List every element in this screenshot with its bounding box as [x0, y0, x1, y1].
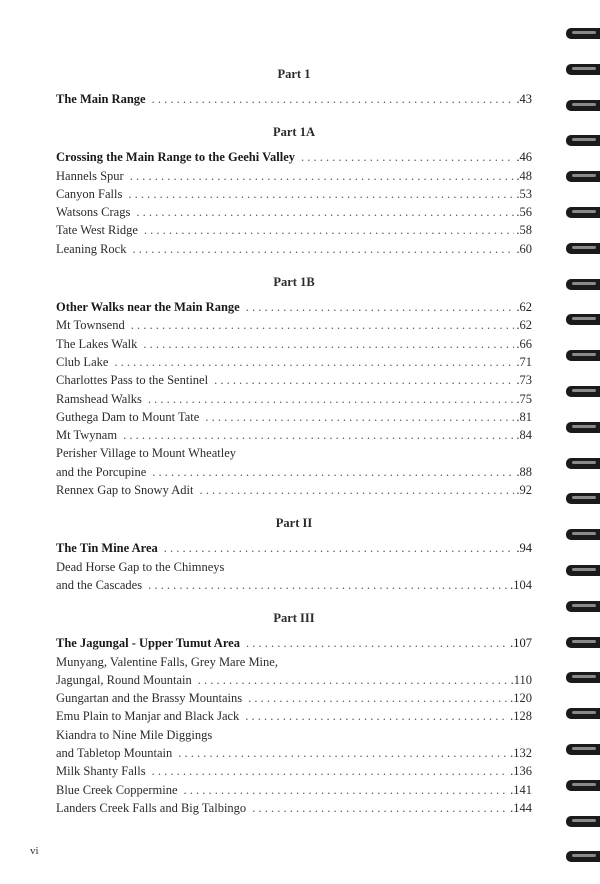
binding-coil [566, 565, 600, 576]
entry-title: The Tin Mine Area [56, 541, 158, 556]
binding-coil [566, 100, 600, 111]
entry-title: and the Porcupine [56, 464, 147, 479]
toc-entry [56, 707, 532, 725]
entry-page-number: .144 [510, 800, 532, 815]
entry-page-number: .48 [516, 168, 532, 183]
entry-title: Blue Creek Coppermine [56, 782, 178, 797]
dot-leader [301, 148, 514, 166]
toc-main-entry [56, 90, 532, 108]
part-heading: Part II [275, 516, 313, 531]
entry-page-number: .60 [516, 241, 532, 256]
entry-page-number: .128 [510, 709, 532, 724]
entry-page-number: .75 [516, 391, 532, 406]
dot-leader [143, 335, 514, 353]
entry-title: Rennex Gap to Snowy Adit [56, 483, 194, 498]
toc-entry [56, 240, 532, 258]
entry-title: Guthega Dam to Mount Tate [56, 409, 200, 424]
dot-leader [184, 781, 509, 799]
toc-entry [56, 481, 532, 499]
toc-entry [56, 799, 532, 817]
toc-entry [56, 689, 532, 707]
entry-title: Landers Creek Falls and Big Talbingo [56, 800, 247, 815]
toc-entry [56, 558, 532, 576]
entry-page-number: .62 [516, 318, 532, 333]
entry-title: Tate West Ridge [56, 223, 138, 238]
binding-coil [566, 422, 600, 433]
table-of-contents [56, 64, 532, 817]
toc-main-entry [56, 539, 532, 557]
toc-main-entry [56, 634, 532, 652]
toc-entry [56, 762, 532, 780]
entry-page-number: .84 [516, 428, 532, 443]
dot-leader [152, 90, 515, 108]
dot-leader [246, 298, 515, 316]
entry-page-number: .43 [516, 92, 532, 106]
binding-coil [566, 780, 600, 791]
entry-title: Club Lake [56, 354, 109, 369]
binding-coil [566, 28, 600, 39]
binding-coil [566, 851, 600, 862]
entry-page-number: .132 [510, 746, 532, 761]
part-heading: Part 1A [273, 125, 315, 140]
entry-title: and the Cascades [56, 577, 143, 592]
entry-title: Jagungal, Round Mountain [56, 672, 192, 687]
dot-leader [178, 744, 508, 762]
toc-entry [56, 167, 532, 185]
dot-leader [214, 371, 514, 389]
entry-page-number: .71 [516, 354, 532, 369]
dot-leader [128, 185, 514, 203]
entry-page-number: .58 [516, 223, 532, 238]
binding-coil [566, 64, 600, 75]
part-heading: Part III [273, 611, 315, 626]
toc-entry [56, 726, 532, 744]
dot-leader [152, 762, 509, 780]
entry-title: The Main Range [56, 92, 146, 106]
entry-page-number: .136 [510, 764, 532, 779]
dot-leader [252, 799, 508, 817]
entry-page-number: .107 [510, 636, 532, 651]
spiral-binding [564, 0, 600, 884]
entry-title: Other Walks near the Main Range [56, 300, 240, 315]
entry-title: Emu Plain to Manjar and Black Jack [56, 709, 240, 724]
entry-title: The Lakes Walk [56, 336, 138, 351]
dot-leader [148, 390, 514, 408]
entry-title: Milk Shanty Falls [56, 764, 146, 779]
toc-entry [56, 390, 532, 408]
dot-leader [144, 221, 514, 239]
binding-coil [566, 207, 600, 218]
dot-leader [164, 539, 515, 557]
entry-page-number: .141 [510, 782, 532, 797]
binding-coil [566, 529, 600, 540]
entry-page-number: .110 [510, 672, 532, 687]
entry-title: Watsons Crags [56, 205, 131, 220]
dot-leader [246, 634, 508, 652]
dot-leader [200, 481, 515, 499]
entry-title: Mt Townsend [56, 318, 125, 333]
dot-leader [130, 167, 515, 185]
entry-title: Leaning Rock [56, 241, 127, 256]
toc-entry [56, 576, 532, 594]
binding-coil [566, 672, 600, 683]
entry-title: and Tabletop Mountain [56, 746, 173, 761]
entry-title: Perisher Village to Mount Wheatley [56, 446, 236, 461]
dot-leader [245, 707, 508, 725]
page-number: vi [30, 845, 39, 857]
toc-entry [56, 671, 532, 689]
part-heading: Part 1B [273, 275, 315, 290]
entry-page-number: .53 [516, 186, 532, 201]
toc-entry [56, 744, 532, 762]
toc-entry [56, 463, 532, 481]
entry-title: Mt Twynam [56, 428, 118, 443]
entry-page-number: .46 [516, 150, 532, 165]
entry-title: Kiandra to Nine Mile Diggings [56, 727, 213, 742]
dot-leader [114, 353, 514, 371]
dot-leader [198, 671, 509, 689]
entry-title: Canyon Falls [56, 186, 123, 201]
entry-page-number: .92 [516, 483, 532, 498]
binding-coil [566, 708, 600, 719]
binding-coil [566, 458, 600, 469]
entry-page-number: .73 [516, 373, 532, 388]
binding-coil [566, 243, 600, 254]
toc-entry [56, 316, 532, 334]
dot-leader [205, 408, 514, 426]
toc-entry [56, 371, 532, 389]
part-heading: Part 1 [277, 67, 311, 81]
binding-coil [566, 314, 600, 325]
binding-coil [566, 816, 600, 827]
toc-entry [56, 203, 532, 221]
binding-coil [566, 744, 600, 755]
toc-main-entry [56, 298, 532, 316]
binding-coil [566, 386, 600, 397]
toc-entry [56, 444, 532, 462]
dot-leader [248, 689, 508, 707]
dot-leader [152, 463, 514, 481]
entry-title: Gungartan and the Brassy Mountains [56, 691, 243, 706]
entry-title: Crossing the Main Range to the Geehi Valley [56, 150, 296, 165]
entry-title: Munyang, Valentine Falls, Grey Mare Mine, [56, 654, 278, 669]
toc-entry [56, 653, 532, 671]
entry-page-number: .62 [516, 300, 532, 315]
dot-leader [131, 316, 515, 334]
binding-coil [566, 601, 600, 612]
binding-coil [566, 171, 600, 182]
entry-title: Hannels Spur [56, 168, 124, 183]
binding-coil [566, 493, 600, 504]
entry-title: The Jagungal - Upper Tumut Area [56, 636, 240, 651]
entry-page-number: .66 [516, 336, 532, 351]
dot-leader [148, 576, 508, 594]
entry-page-number: .88 [516, 464, 532, 479]
entry-page-number: .120 [510, 691, 532, 706]
entry-page-number: .56 [516, 205, 532, 220]
binding-coil [566, 637, 600, 648]
entry-title: Charlottes Pass to the Sentinel [56, 373, 209, 388]
dot-leader [136, 203, 514, 221]
binding-coil [566, 350, 600, 361]
entry-title: Dead Horse Gap to the Chimneys [56, 559, 225, 574]
entry-page-number: .94 [516, 541, 532, 556]
binding-coil [566, 279, 600, 290]
toc-entry [56, 426, 532, 444]
binding-coil [566, 135, 600, 146]
toc-entry [56, 185, 532, 203]
toc-entry [56, 353, 532, 371]
toc-entry [56, 221, 532, 239]
toc-entry [56, 408, 532, 426]
toc-main-entry [56, 148, 532, 166]
entry-page-number: .81 [516, 409, 532, 424]
toc-entry [56, 781, 532, 799]
entry-page-number: .104 [510, 577, 532, 592]
entry-title: Ramshead Walks [56, 391, 142, 406]
toc-entry [56, 335, 532, 353]
dot-leader [123, 426, 514, 444]
dot-leader [132, 240, 514, 258]
